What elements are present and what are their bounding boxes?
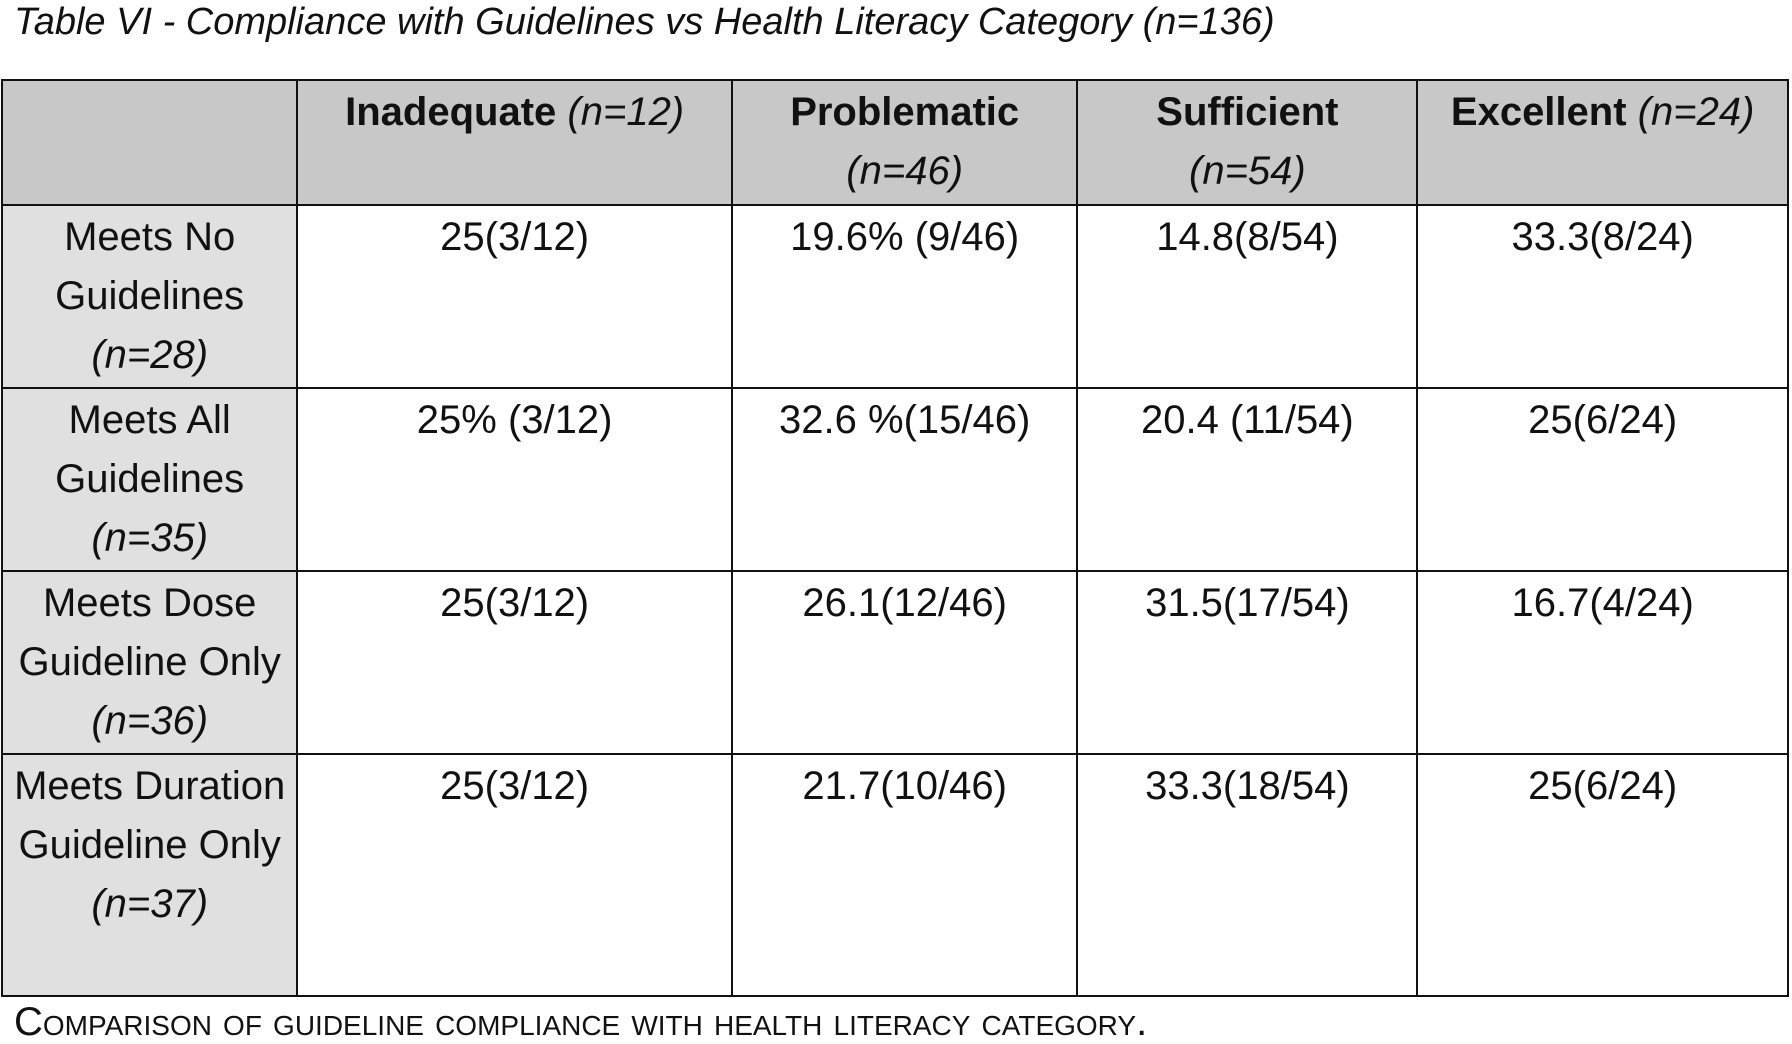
data-cell: 31.5(17/54) — [1077, 571, 1417, 754]
row-count: (n=36) — [91, 699, 209, 743]
table-caption: Comparison of guideline compliance with health literacy category. — [14, 1000, 1148, 1044]
header-cell-excellent — [1417, 80, 1788, 205]
data-cell: 14.8(8/54) — [1077, 205, 1417, 388]
row-count: (n=37) — [91, 882, 209, 926]
row-header-meets-duration-guideline-only — [2, 754, 297, 996]
header-cell-inadequate — [297, 80, 732, 205]
data-cell: 25% (3/12) — [297, 388, 732, 571]
data-cell: 20.4 (11/54) — [1077, 388, 1417, 571]
row-label: Meets No Guidelines — [55, 215, 245, 318]
data-cell: 25(6/24) — [1417, 388, 1788, 571]
column-label: Excellent — [1450, 90, 1627, 134]
data-cell: 19.6% (9/46) — [732, 205, 1078, 388]
data-cell: 25(3/12) — [297, 754, 732, 996]
data-cell: 25(3/12) — [297, 205, 732, 388]
table-title: Table VI - Compliance with Guidelines vs Health Literacy Category (n=136) — [14, 1, 1275, 43]
data-cell: 33.3(18/54) — [1077, 754, 1417, 996]
table-row — [2, 388, 1788, 571]
row-header-meets-no-guidelines — [2, 205, 297, 388]
column-label: Inadequate — [345, 90, 557, 134]
header-cell-empty — [2, 80, 297, 205]
row-label: Meets Dose Guideline Only — [18, 581, 281, 684]
row-label: Meets Duration Guideline Only — [14, 764, 286, 867]
table-row — [2, 571, 1788, 754]
data-cell: 26.1(12/46) — [732, 571, 1078, 754]
column-count: (n=54) — [1189, 149, 1306, 193]
row-count: (n=35) — [91, 516, 209, 560]
column-label: Problematic — [790, 90, 1020, 134]
column-label: Sufficient — [1156, 90, 1339, 134]
column-count: (n=12) — [567, 90, 685, 134]
compliance-table — [1, 79, 1789, 997]
data-cell: 16.7(4/24) — [1417, 571, 1788, 754]
row-header-meets-dose-guideline-only — [2, 571, 297, 754]
data-cell: 25(3/12) — [297, 571, 732, 754]
data-cell: 21.7(10/46) — [732, 754, 1078, 996]
row-count: (n=28) — [91, 333, 209, 377]
table-row — [2, 205, 1788, 388]
column-count: (n=24) — [1637, 90, 1755, 134]
header-cell-sufficient — [1077, 80, 1417, 205]
header-cell-problematic — [732, 80, 1078, 205]
header-row — [2, 80, 1788, 205]
data-cell: 25(6/24) — [1417, 754, 1788, 996]
data-cell: 32.6 %(15/46) — [732, 388, 1078, 571]
row-header-meets-all-guidelines — [2, 388, 297, 571]
column-count: (n=46) — [846, 149, 964, 193]
data-cell: 33.3(8/24) — [1417, 205, 1788, 388]
row-label: Meets All Guidelines — [55, 398, 245, 501]
table-row — [2, 754, 1788, 996]
